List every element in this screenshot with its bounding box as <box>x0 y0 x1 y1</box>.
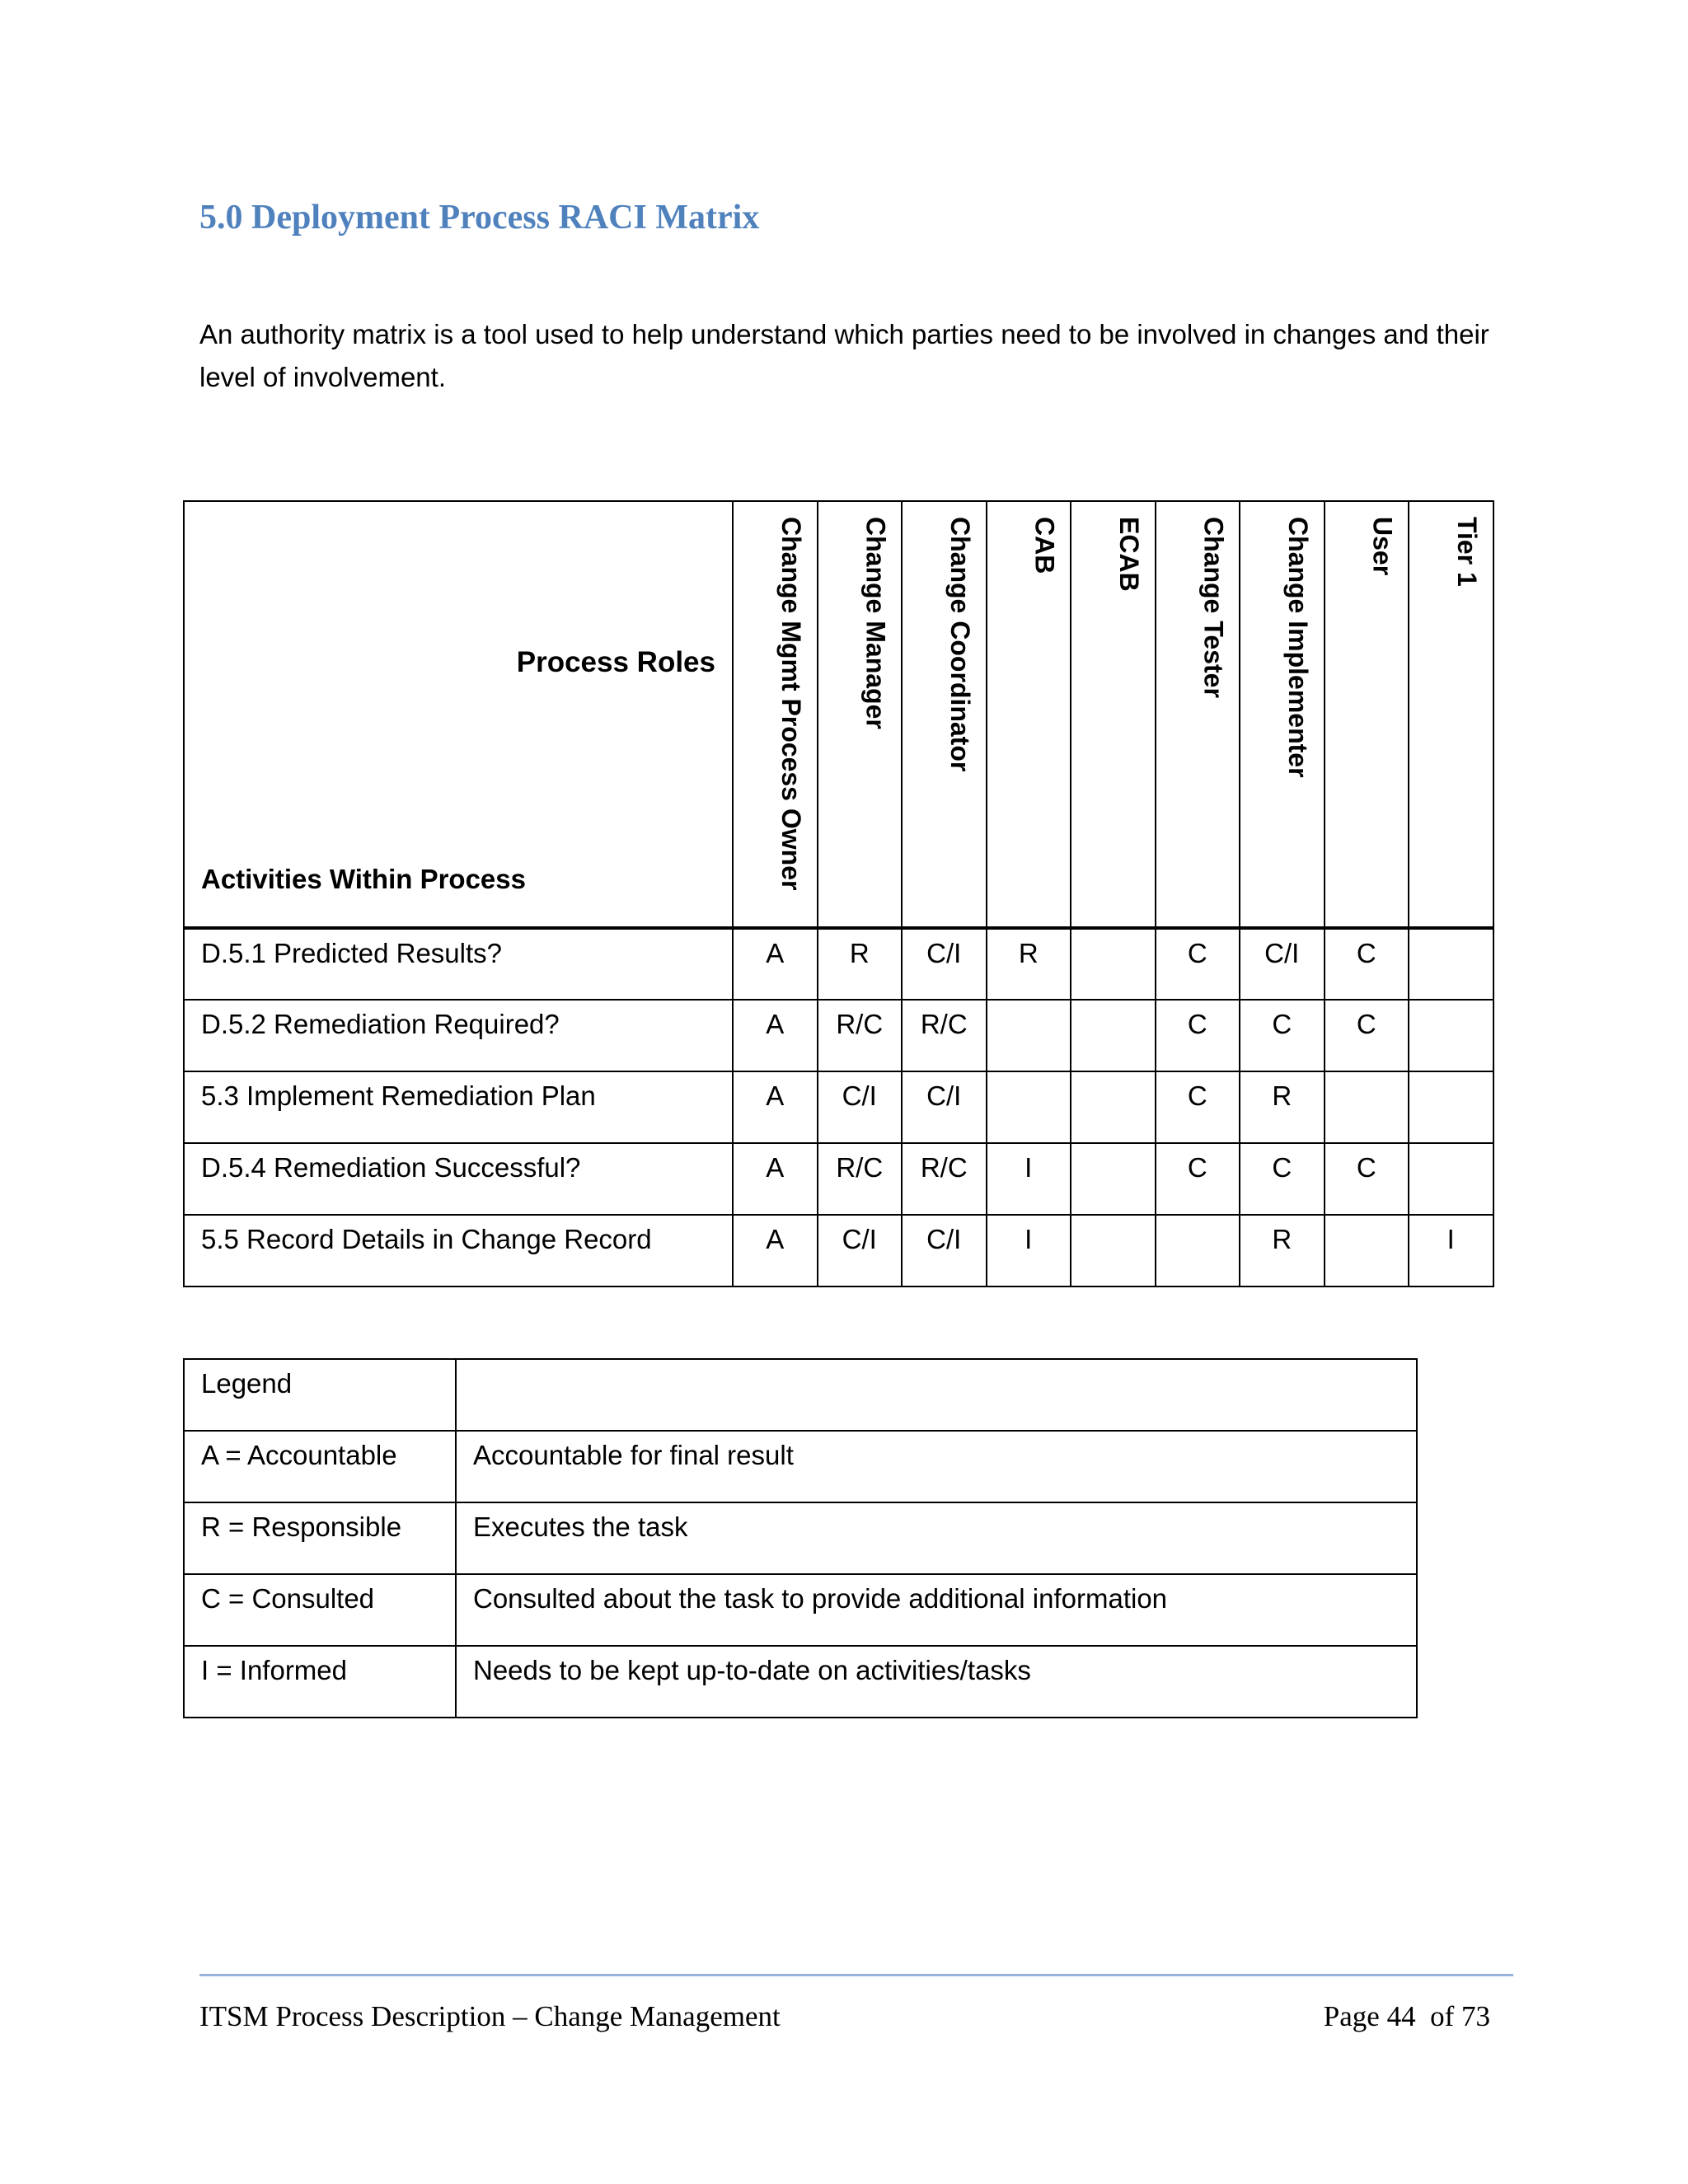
legend-key: R = Responsible <box>184 1502 456 1574</box>
intro-paragraph: An authority matrix is a tool used to help understand which parties need to be involved in changes and their level of involvement. <box>199 319 1489 392</box>
legend-key: C = Consulted <box>184 1574 456 1646</box>
raci-value-cell: C/I <box>902 928 987 1000</box>
raci-value-cell: C <box>1240 1000 1325 1071</box>
role-header <box>902 501 987 928</box>
legend-key: A = Accountable <box>184 1431 456 1502</box>
table-row <box>184 1071 1493 1143</box>
raci-value-cell: C <box>1156 1143 1240 1215</box>
activity-cell: 5.5 Record Details in Change Record <box>184 1215 733 1286</box>
raci-value-cell: A <box>733 1071 818 1143</box>
raci-value-cell: C/I <box>818 1215 903 1286</box>
activity-cell: 5.3 Implement Remediation Plan <box>184 1071 733 1143</box>
role-header <box>987 501 1071 928</box>
page-heading: 5.0 Deployment Process RACI Matrix <box>199 199 760 237</box>
raci-value-cell <box>1071 1000 1156 1071</box>
role-header <box>1409 501 1493 928</box>
raci-value-cell: C <box>1240 1143 1325 1215</box>
raci-value-cell <box>1071 1143 1156 1215</box>
raci-value-cell <box>1156 1215 1240 1286</box>
role-header-label: Change Manager <box>860 517 891 729</box>
legend-description: Consulted about the task to provide additional information <box>456 1574 1417 1646</box>
raci-value-cell: A <box>733 1000 818 1071</box>
legend-key: I = Informed <box>184 1646 456 1718</box>
footer-divider <box>199 1974 1513 1976</box>
raci-value-cell: I <box>1409 1215 1493 1286</box>
raci-value-cell: C <box>1325 928 1409 1000</box>
raci-value-cell <box>987 1000 1071 1071</box>
role-header-label: User <box>1367 517 1398 576</box>
raci-value-cell <box>1409 1071 1493 1143</box>
footer-document-title: ITSM Process Description – Change Management <box>199 2000 781 2032</box>
role-header-label: Change Implementer <box>1282 517 1313 778</box>
legend-header-row <box>184 1359 1417 1431</box>
role-header <box>1240 501 1325 928</box>
legend-title-blank <box>456 1359 1417 1431</box>
raci-value-cell: R/C <box>902 1000 987 1071</box>
legend-table <box>183 1358 1418 1718</box>
role-header <box>733 501 818 928</box>
role-header-label: Change Coordinator <box>945 517 975 772</box>
raci-value-cell: I <box>987 1215 1071 1286</box>
legend-row <box>184 1646 1417 1718</box>
raci-value-cell: C <box>1156 928 1240 1000</box>
raci-value-cell <box>1409 1000 1493 1071</box>
raci-value-cell: A <box>733 1215 818 1286</box>
legend-row <box>184 1502 1417 1574</box>
raci-value-cell: C <box>1325 1143 1409 1215</box>
legend-description: Accountable for final result <box>456 1431 1417 1502</box>
raci-value-cell <box>1071 1215 1156 1286</box>
raci-value-cell <box>1409 1143 1493 1215</box>
raci-matrix-table <box>183 500 1494 1287</box>
role-header <box>1156 501 1240 928</box>
table-row <box>184 1143 1493 1215</box>
footer-page-number: Page 44 of 73 <box>1323 2000 1490 2032</box>
raci-value-cell: A <box>733 928 818 1000</box>
raci-value-cell <box>1071 928 1156 1000</box>
raci-value-cell: R <box>818 928 903 1000</box>
process-roles-label: Process Roles <box>516 646 715 678</box>
role-header-label: Change Mgmt Process Owner <box>776 517 806 891</box>
raci-value-cell: C/I <box>1240 928 1325 1000</box>
raci-value-cell <box>1325 1071 1409 1143</box>
role-header <box>1325 501 1409 928</box>
raci-value-cell: C/I <box>902 1215 987 1286</box>
activity-cell: D.5.1 Predicted Results? <box>184 928 733 1000</box>
raci-value-cell: R <box>1240 1215 1325 1286</box>
role-header-label: ECAB <box>1114 517 1144 592</box>
table-row <box>184 1215 1493 1286</box>
table-row <box>184 1000 1493 1071</box>
raci-value-cell: C/I <box>902 1071 987 1143</box>
raci-value-cell: R <box>987 928 1071 1000</box>
role-header-label: Tier 1 <box>1451 517 1482 587</box>
raci-header-row <box>184 501 1493 928</box>
legend-description: Executes the task <box>456 1502 1417 1574</box>
raci-value-cell <box>1409 928 1493 1000</box>
role-header-label: Change Tester <box>1198 517 1229 698</box>
raci-value-cell: C/I <box>818 1071 903 1143</box>
role-header-label: CAB <box>1029 517 1060 574</box>
legend-description: Needs to be kept up-to-date on activities/tasks <box>456 1646 1417 1718</box>
raci-value-cell: R <box>1240 1071 1325 1143</box>
activity-cell: D.5.2 Remediation Required? <box>184 1000 733 1071</box>
raci-value-cell: R/C <box>818 1143 903 1215</box>
raci-value-cell: C <box>1156 1071 1240 1143</box>
raci-value-cell: R/C <box>902 1143 987 1215</box>
table-row <box>184 928 1493 1000</box>
raci-corner-cell <box>184 501 733 928</box>
role-header <box>818 501 903 928</box>
legend-row <box>184 1431 1417 1502</box>
legend-title: Legend <box>184 1359 456 1431</box>
raci-value-cell: A <box>733 1143 818 1215</box>
raci-value-cell <box>1071 1071 1156 1143</box>
raci-value-cell: I <box>987 1143 1071 1215</box>
role-header <box>1071 501 1156 928</box>
activity-cell: D.5.4 Remediation Successful? <box>184 1143 733 1215</box>
raci-value-cell: R/C <box>818 1000 903 1071</box>
raci-value-cell: C <box>1325 1000 1409 1071</box>
activities-label: Activities Within Process <box>201 864 526 894</box>
raci-value-cell <box>1325 1215 1409 1286</box>
legend-row <box>184 1574 1417 1646</box>
raci-value-cell: C <box>1156 1000 1240 1071</box>
raci-value-cell <box>987 1071 1071 1143</box>
